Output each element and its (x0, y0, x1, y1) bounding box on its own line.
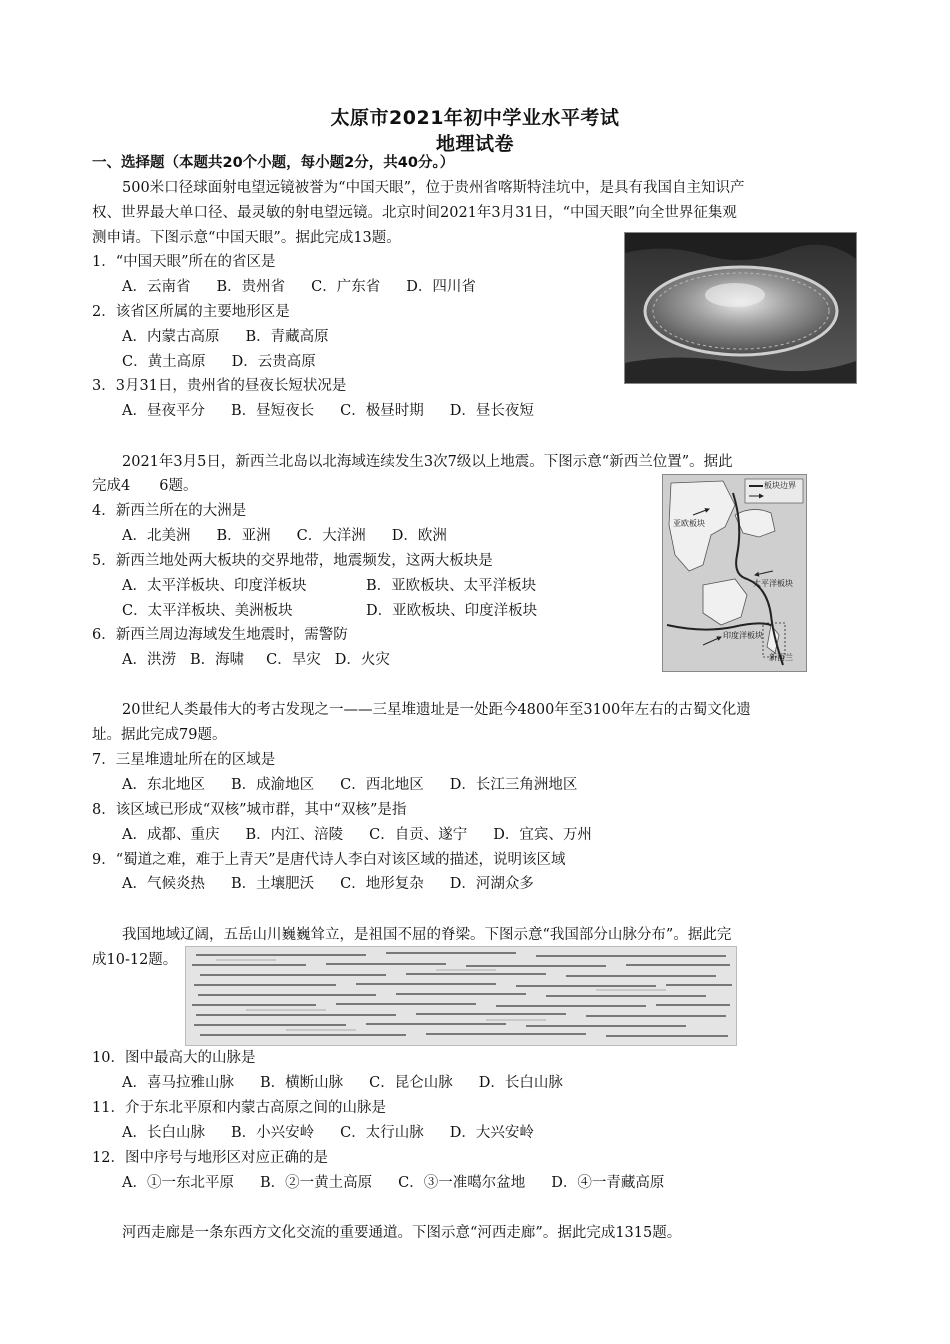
map-legend-label: 板块边界 (764, 481, 796, 490)
question-stem: 5．新西兰地处两大板块的交界地带，地震频发，这两大板块是 (92, 553, 493, 569)
section-heading: 一、选择题（本题共20个小题，每小题2分，共40分。） (92, 155, 455, 171)
option: C．广东省 (311, 279, 381, 295)
option: B．昼短夜长 (230, 403, 315, 419)
intro-text: 20世纪人类最伟大的考古发现之一——三星堆遗址是一处距今4800年至3100年左右的古蜀文化遗 (122, 702, 751, 718)
option: B．土壤肥沃 (230, 876, 315, 892)
exam-subtitle: 地理试卷 (435, 133, 514, 155)
option: D．宜宾、万州 (493, 827, 592, 843)
question-stem: 11．介于东北平原和内蒙古高原之间的山脉是 (92, 1100, 386, 1116)
question-options (122, 601, 563, 621)
question-stem: 8．该区域已形成“双核”城市群，其中“双核”是指 (92, 802, 407, 818)
question-stem: 12．图中序号与地形区对应正确的是 (92, 1150, 328, 1166)
option: A．太平洋板块、印度洋板块 (122, 578, 307, 594)
option: A．东北地区 (122, 777, 205, 793)
question-options (122, 650, 416, 670)
option: B．横断山脉 (259, 1075, 344, 1091)
option: D．大兴安岭 (449, 1125, 534, 1141)
option: B．亚洲 (216, 528, 271, 544)
option: B．亚欧板块、太平洋板块 (366, 578, 537, 594)
option: A．气候炎热 (122, 876, 205, 892)
option: C．西北地区 (340, 777, 424, 793)
option: C．地形复杂 (340, 876, 424, 892)
intro-text: 完成4 6题。 (92, 478, 198, 494)
option: B．海啸 (189, 652, 245, 668)
intro-text: 我国地域辽阔，五岳山川巍巍耸立，是祖国不屈的脊梁。下图示意“我国部分山脉分布”。据此完 (122, 927, 732, 943)
question-stem: 6．新西兰周边海域发生地震时，需警防 (92, 627, 348, 643)
map-label-indian: 印度洋板块 (723, 631, 763, 640)
intro-text: 测申请。下图示意“中国天眼”。据此完成13题。 (92, 230, 401, 246)
question-options (122, 1173, 690, 1193)
option: A．云南省 (122, 279, 191, 295)
plate-map-image (663, 475, 806, 671)
question-options (122, 1073, 589, 1093)
intro-text: 2021年3月5日，新西兰北岛以北海域连续发生3次7级以上地震。下图示意“新西兰位置”。据此 (122, 454, 733, 470)
intro-text: 成10-12题。 (92, 952, 178, 968)
question-options (122, 401, 560, 421)
option: C．自贡、遂宁 (369, 827, 468, 843)
question-stem: 2．该省区所属的主要地形区是 (92, 304, 290, 320)
option: C．③一准噶尔盆地 (398, 1175, 526, 1191)
intro-text: 址。据此完成79题。 (92, 727, 227, 743)
intro-text: 河西走廊是一条东西方文化交流的重要通道。下图示意“河西走廊”。据此完成1315题。 (122, 1225, 682, 1241)
question-options (122, 874, 560, 894)
exam-title: 太原市2021年初中学业水平考试 (330, 107, 620, 129)
option: C．太平洋板块、美洲板块 (122, 603, 293, 619)
fast-telescope-photo (624, 232, 857, 384)
option: C．旱灾 (266, 652, 321, 668)
option: B．②一黄土高原 (259, 1175, 373, 1191)
question-options (122, 825, 618, 845)
option: C．昆仑山脉 (369, 1075, 453, 1091)
option: C．黄土高原 (122, 354, 206, 370)
option: A．洪涝 (122, 652, 176, 668)
question-stem: 3．3月31日，贵州省的昼夜长短状况是 (92, 378, 347, 394)
option: A．北美洲 (122, 528, 191, 544)
question-stem: 10．图中最高大的山脉是 (92, 1050, 256, 1066)
option: D．长江三角洲地区 (449, 777, 578, 793)
question-options (122, 576, 562, 596)
option: A．①一东北平原 (122, 1175, 234, 1191)
option: D．火灾 (334, 652, 390, 668)
option: D．云贵高原 (231, 354, 316, 370)
option: C．大洋洲 (296, 528, 366, 544)
intro-text: 权、世界最大单口径、最灵敏的射电望远镜。北京时间2021年3月31日，“中国天眼”向全世界征集观 (92, 205, 737, 221)
question-stem: 7．三星堆遗址所在的区域是 (92, 752, 276, 768)
mountain-map-image (185, 946, 737, 1046)
option: A．长白山脉 (122, 1125, 205, 1141)
option: B．青藏高原 (245, 329, 329, 345)
option: D．欧洲 (391, 528, 447, 544)
option: D．亚欧板块、印度洋板块 (366, 603, 538, 619)
question-options (122, 277, 502, 297)
option: D．昼长夜短 (449, 403, 534, 419)
question-options (122, 775, 603, 795)
mountain-map-blur (186, 947, 736, 1045)
option: B．贵州省 (216, 279, 286, 295)
question-stem: 1．“中国天眼”所在的省区是 (92, 254, 276, 270)
option: D．长白山脉 (478, 1075, 563, 1091)
intro-text: 500米口径球面射电望远镜被誉为“中国天眼”，位于贵州省喀斯特洼坑中，是具有我国自主知识产 (122, 180, 745, 196)
option: D．④一青藏高原 (551, 1175, 665, 1191)
question-stem: 9．“蜀道之难，难于上青天”是唐代诗人李白对该区域的描述，说明该区域 (92, 852, 566, 868)
option: D．河湖众多 (449, 876, 534, 892)
option: C．太行山脉 (340, 1125, 424, 1141)
map-label-pacific: 太平洋板块 (753, 579, 793, 588)
map-label-new-zealand: 新西兰 (769, 653, 793, 662)
question-options (122, 352, 342, 372)
option: D．四川省 (406, 279, 476, 295)
option: A．内蒙古高原 (122, 329, 220, 345)
map-label-eurasia: 亚欧板块 (673, 519, 705, 528)
telescope-image (625, 233, 856, 383)
question-options (122, 327, 355, 347)
option: C．极昼时期 (340, 403, 424, 419)
question-stem: 4．新西兰所在的大洲是 (92, 503, 247, 519)
option: B．小兴安岭 (230, 1125, 315, 1141)
option: A．成都、重庆 (122, 827, 220, 843)
option: B．成渝地区 (230, 777, 315, 793)
question-options (122, 1123, 560, 1143)
question-options (122, 526, 473, 546)
new-zealand-plate-map (662, 474, 807, 672)
option: A．昼夜平分 (122, 403, 205, 419)
option: B．内江、涪陵 (245, 827, 344, 843)
option: A．喜马拉雅山脉 (122, 1075, 234, 1091)
